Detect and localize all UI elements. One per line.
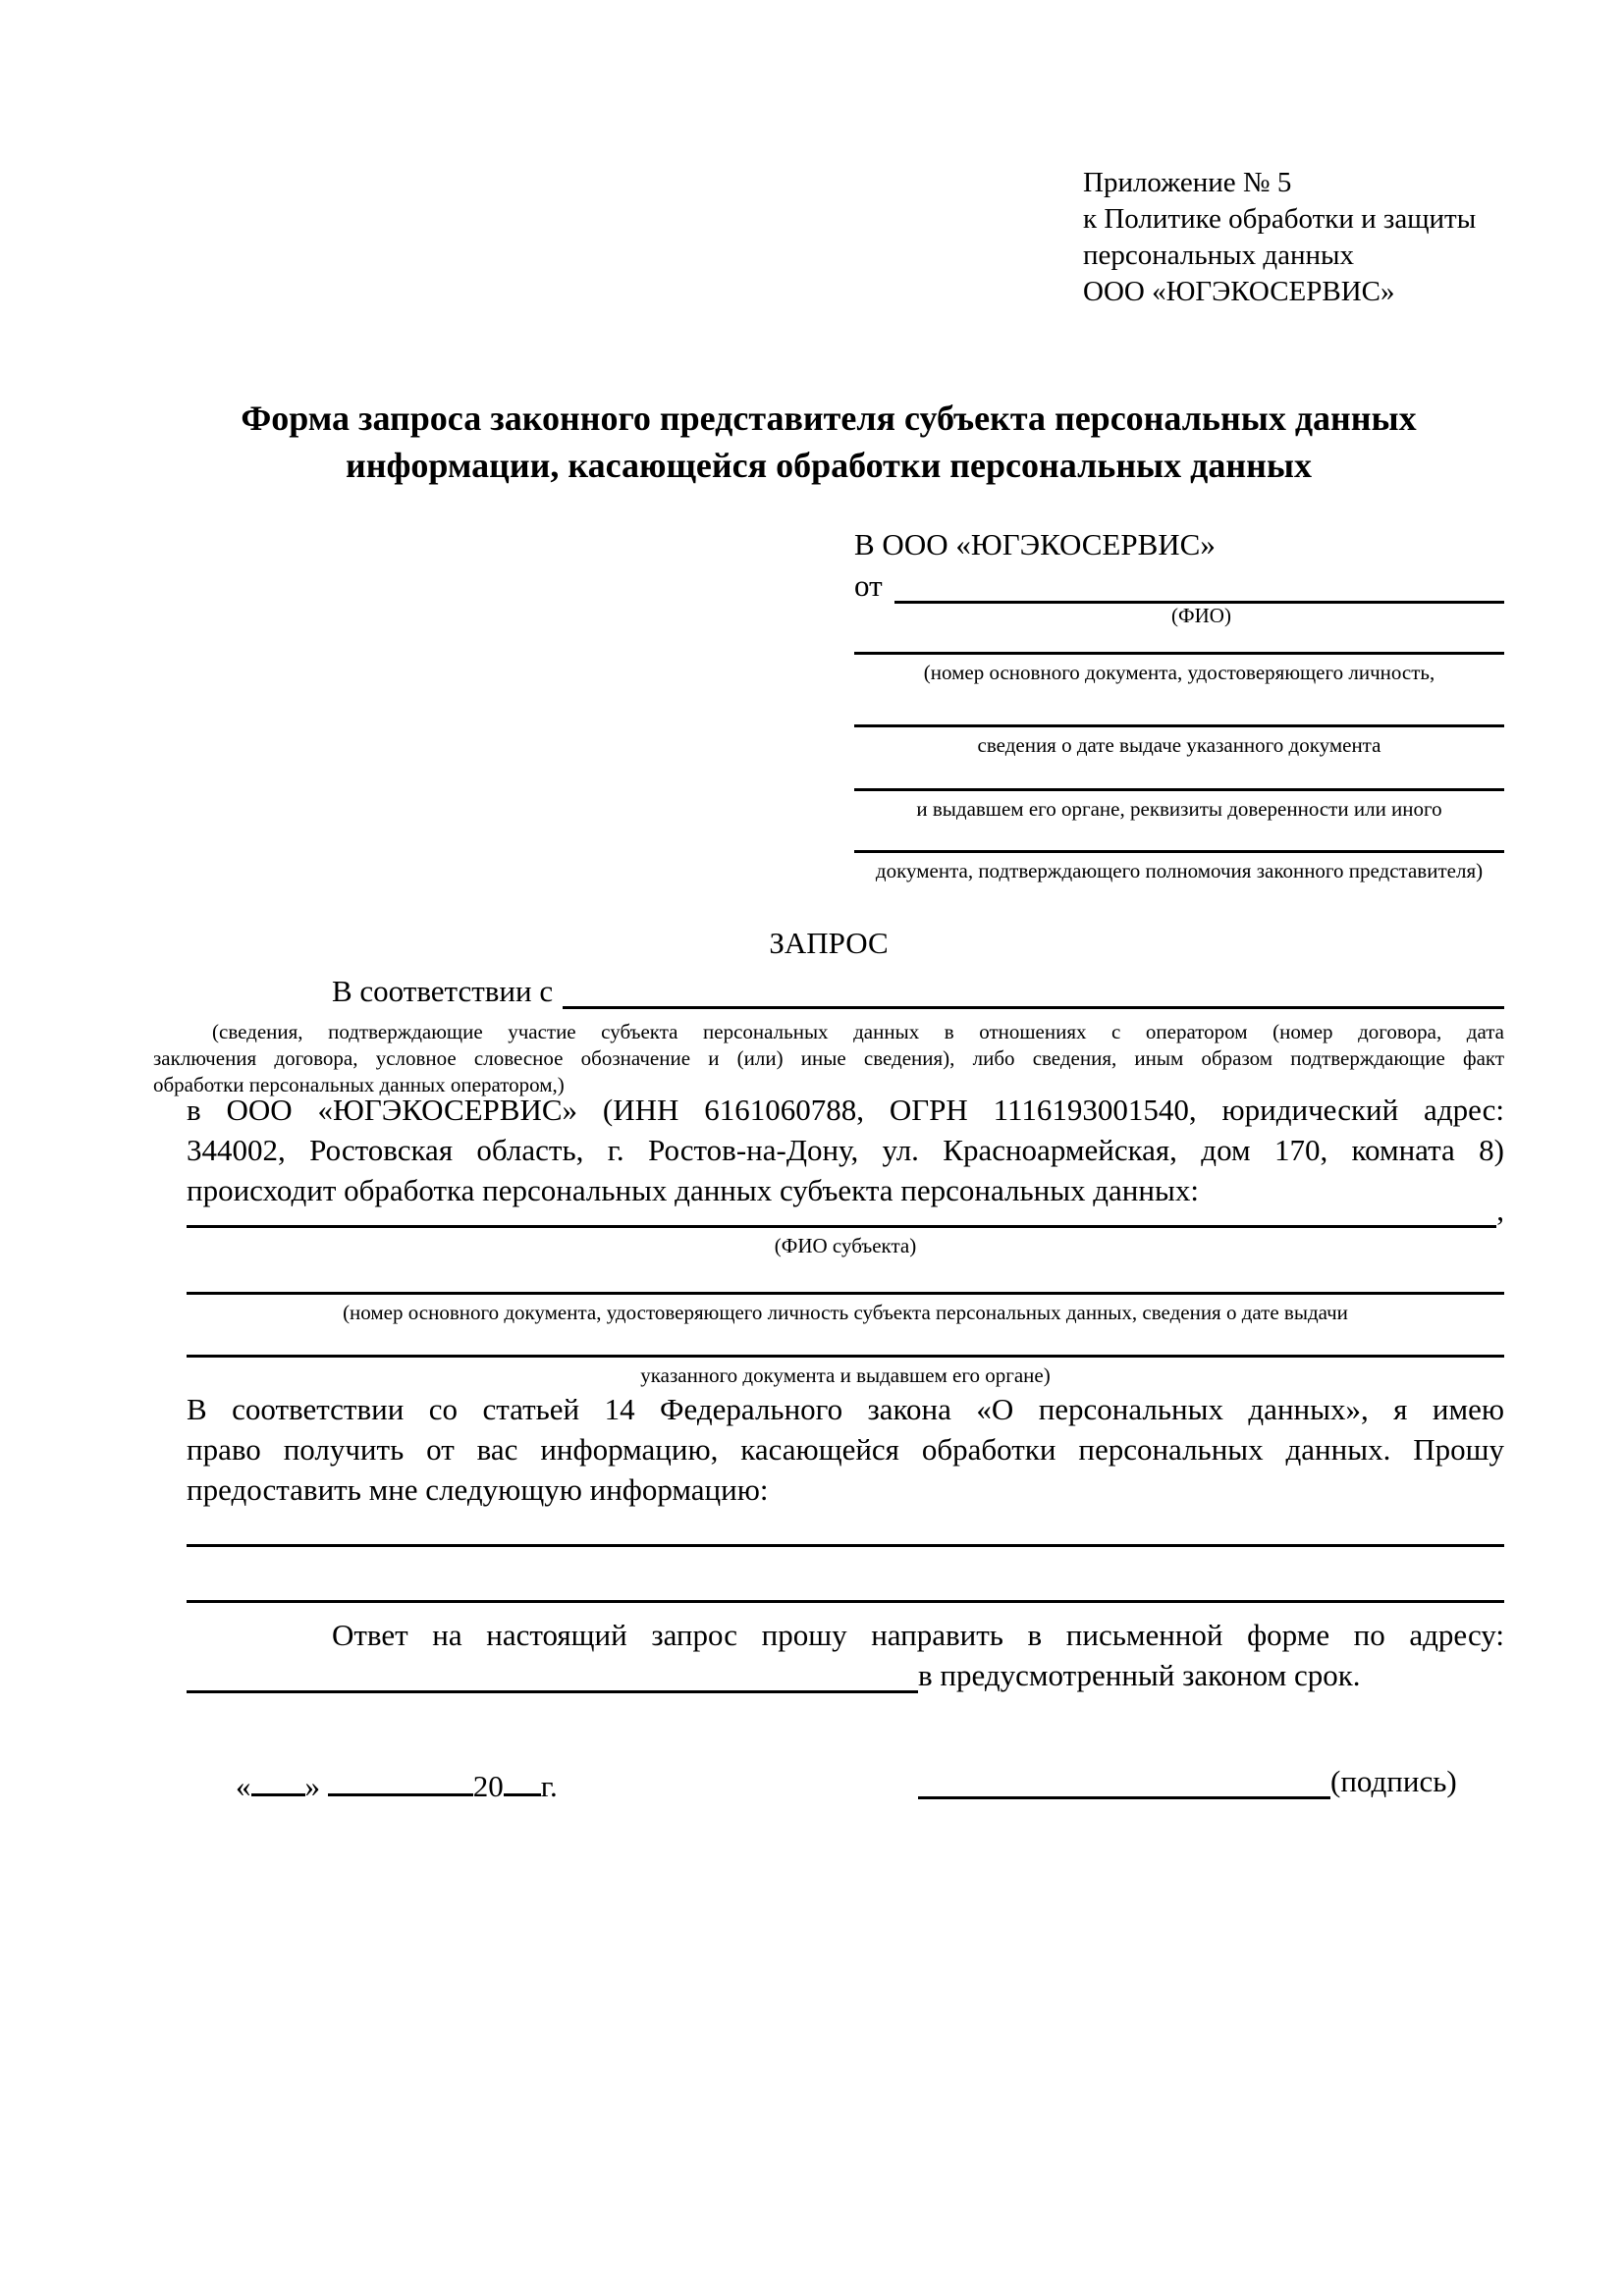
addressee-to: В ООО «ЮГЭКОСЕРВИС»: [854, 527, 1216, 561]
intro-label: В соответствии с: [332, 974, 554, 1008]
representative-fio-input-line[interactable]: [894, 567, 1504, 604]
representative-doc-caption-3: и выдавшем его органе, реквизиты доверенности или иного: [916, 797, 1442, 821]
representative-doc-input-line-2[interactable]: [854, 724, 1504, 727]
basis-input-line[interactable]: [563, 973, 1504, 1009]
representative-doc-caption-2: сведения о дате выдаче указанного документа: [977, 733, 1381, 757]
day-input-line[interactable]: [251, 1764, 305, 1796]
fio-caption: (ФИО): [1171, 604, 1231, 627]
year-prefix: 20: [472, 1769, 504, 1803]
document-title-line: Форма запроса законного представителя субъекта персональных данных: [241, 399, 1417, 438]
reply-paragraph-line: Ответ на настоящий запрос прошу направить в письменной форме по адресу:: [332, 1618, 1504, 1652]
month-input-line[interactable]: [328, 1764, 473, 1796]
intro-caption-line: обработки персональных данных оператором,): [153, 1073, 565, 1096]
subject-fio-input-line[interactable]: [187, 1192, 1496, 1228]
reply-address-input-line[interactable]: [187, 1657, 918, 1693]
document-title-line: информации, касающейся обработки персональных данных: [346, 446, 1312, 485]
representative-doc-input-line-1[interactable]: [854, 652, 1504, 655]
subject-fio-caption: (ФИО субъекта): [774, 1234, 917, 1257]
law-paragraph-line: право получить от вас информацию, касающейся обработки персональных данных. Прошу: [187, 1432, 1504, 1467]
date-close-quote: »: [304, 1769, 320, 1803]
intro-caption-line: заключения договора, условное словесное обозначение и (или) иные сведения), либо сведения, иным образом подтверждающие факт: [153, 1046, 1504, 1070]
date-open-quote: «: [236, 1769, 251, 1803]
annex-header-line: ООО «ЮГЭКОСЕРВИС»: [1083, 276, 1395, 307]
operator-paragraph-line: в ООО «ЮГЭКОСЕРВИС» (ИНН 6161060788, ОГРН 1116193001540, юридический адрес:: [187, 1093, 1504, 1127]
law-paragraph-line: предоставить мне следующую информацию:: [187, 1472, 769, 1507]
signature-caption: (подпись): [1330, 1764, 1457, 1798]
intro-caption-line: (сведения, подтверждающие участие субъекта персональных данных в отношениях с оператором (номер договора, дата: [212, 1020, 1504, 1043]
info-input-line-2[interactable]: [187, 1600, 1504, 1603]
year-input-line[interactable]: [504, 1764, 541, 1796]
operator-paragraph-line: происходит обработка персональных данных субъекта персональных данных:: [187, 1173, 1199, 1207]
request-heading: ЗАПРОС: [769, 926, 889, 960]
annex-header-line: Приложение № 5: [1083, 167, 1292, 198]
signature-input-line[interactable]: [918, 1767, 1330, 1799]
annex-header-line: персональных данных: [1083, 240, 1355, 271]
date-row: [236, 1764, 558, 1804]
law-paragraph: [187, 1389, 1504, 1510]
subject-fio-comma: ,: [1496, 1193, 1504, 1227]
intro-caption: [153, 1019, 1504, 1098]
info-input-line-1[interactable]: [187, 1544, 1504, 1547]
subject-fio-row: [187, 1192, 1504, 1228]
reply-paragraph-suffix: в предусмотренный законом срок.: [918, 1658, 1361, 1692]
request-intro-row: [187, 973, 1504, 1009]
law-paragraph-line: В соответствии со статьей 14 Федерального закона «О персональных данных», я имею: [187, 1392, 1504, 1426]
representative-doc-caption-1: (номер основного документа, удостоверяющего личность,: [923, 661, 1435, 684]
subject-doc-input-line-1[interactable]: [187, 1292, 1504, 1295]
reply-address-row: [187, 1657, 1504, 1693]
annex-header: [1083, 165, 1476, 310]
representative-doc-caption-4: документа, подтверждающего полномочия законного представителя): [875, 859, 1484, 882]
subject-doc-caption-2: указанного документа и выдавшем его органе): [640, 1363, 1051, 1387]
operator-paragraph-line: 344002, Ростовская область, г. Ростов-на-Дону, ул. Красноармейская, дом 170, комната 8): [187, 1133, 1504, 1167]
from-label: от: [854, 568, 883, 603]
document-title: [153, 395, 1504, 489]
year-suffix: г.: [540, 1769, 558, 1803]
representative-doc-input-line-4[interactable]: [854, 850, 1504, 853]
subject-doc-caption-1: (номер основного документа, удостоверяющего личность субъекта персональных данных, сведения о дате выдачи: [343, 1301, 1348, 1324]
representative-doc-input-line-3[interactable]: [854, 788, 1504, 791]
subject-doc-input-line-2[interactable]: [187, 1355, 1504, 1358]
addressee-from-row: [854, 567, 1504, 604]
signature-row: [918, 1764, 1504, 1799]
annex-header-line: к Политике обработки и защиты: [1083, 203, 1477, 235]
